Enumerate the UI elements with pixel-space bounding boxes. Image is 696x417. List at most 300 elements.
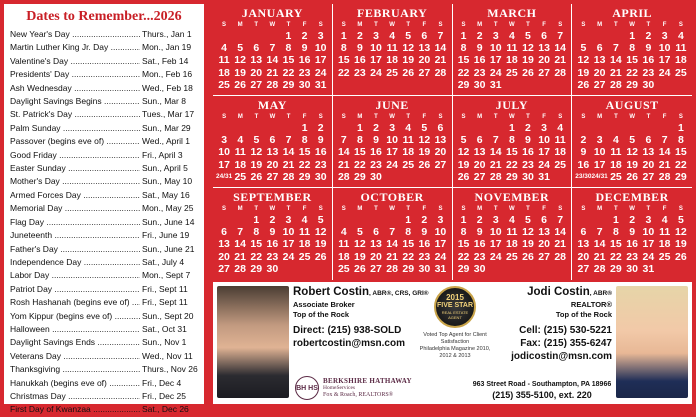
weekday-letter: F <box>422 22 427 28</box>
calendar-day: 16 <box>577 158 590 171</box>
calendar-day: 5 <box>677 214 684 226</box>
calendar-day: 15 <box>457 54 470 67</box>
holiday-list-panel <box>4 4 204 415</box>
holiday-row <box>10 229 198 242</box>
calendar-day: 12 <box>250 146 263 159</box>
calendar-day: 20 <box>418 54 431 67</box>
calendar-day: 22 <box>354 158 366 171</box>
holiday-date: Fri., Dec 25 <box>142 390 186 401</box>
weekday-letter: W <box>389 22 395 28</box>
calendar-day: 16 <box>522 146 534 159</box>
holiday-name: St. Patrick's Day ..... <box>10 108 140 121</box>
calendar-day: 22 <box>610 250 622 263</box>
calendar-day: 28 <box>337 170 350 183</box>
calendar-day <box>248 30 264 42</box>
holiday-name: Yom Kippur (begins eve of) ..... <box>10 310 140 323</box>
holiday-name: Memorial Day ..... <box>10 202 140 215</box>
weekday-letter: M <box>237 22 243 28</box>
calendar-day: 24 <box>489 66 502 79</box>
calendar-day: 11 <box>675 42 687 55</box>
calendar-day: 17 <box>538 146 550 159</box>
calendar-day: 14 <box>282 146 295 159</box>
calendar-day: 21 <box>658 158 671 171</box>
calendar-day: 11 <box>554 134 566 147</box>
calendar-day: 19 <box>234 66 246 79</box>
calendar-day <box>232 30 248 42</box>
month-days-grid <box>456 205 569 275</box>
calendar-day: 23 <box>473 66 486 79</box>
calendar-day: 23 <box>370 158 382 171</box>
calendar-day: 19 <box>522 238 534 251</box>
calendar-day: 5 <box>460 134 467 147</box>
calendar-day: 1 <box>340 30 347 42</box>
calendar-day: 10 <box>218 146 230 159</box>
calendar-day <box>624 122 640 134</box>
holiday-name: Armed Forces Day ..... <box>10 189 140 202</box>
month-june <box>333 96 453 188</box>
calendar-day: 30 <box>266 262 279 275</box>
calendar-day: 5 <box>356 226 363 239</box>
calendar-day: 11 <box>218 54 230 67</box>
calendar-day: 29 <box>626 78 638 91</box>
calendar-day: 19 <box>314 238 327 251</box>
calendar-day: 18 <box>658 238 671 251</box>
calendar-day: 17 <box>593 158 606 171</box>
calendar-day: 13 <box>538 226 550 239</box>
agent-cell-phone: Cell: (215) 530-5221 <box>519 325 612 336</box>
month-december <box>572 188 692 280</box>
calendar-day: 28 <box>554 66 567 79</box>
calendar-day: 25 <box>506 250 518 263</box>
weekday-letter: T <box>406 114 411 120</box>
calendar-day: 6 <box>541 214 547 226</box>
calendar-day: 6 <box>541 30 547 42</box>
holiday-date: Fri., Dec 4 <box>142 377 182 388</box>
calendar-day: 25 <box>298 250 311 263</box>
weekday-letter: F <box>542 206 546 212</box>
calendar-day: 6 <box>645 134 652 147</box>
calendar-day: 5 <box>421 122 428 134</box>
weekday-letter: S <box>558 22 563 28</box>
calendar-day: 29 <box>675 170 687 183</box>
badge-subtext: REAL ESTATE AGENT <box>441 310 469 320</box>
calendar-day: 25 <box>506 66 518 79</box>
calendar-day: 15 <box>337 54 350 67</box>
calendar-day: 28 <box>593 262 606 275</box>
calendar-day: 1 <box>285 30 292 42</box>
calendar-day: 7 <box>596 226 603 239</box>
calendar-day: 14 <box>610 54 622 67</box>
calendar-day <box>608 30 624 42</box>
calendar-day: 28 <box>658 170 671 183</box>
calendar-day: 12 <box>675 226 687 239</box>
holiday-date: Wed., Nov 11 <box>142 350 193 361</box>
calendar-day: 14 <box>434 42 447 55</box>
weekday-letter: S <box>438 22 443 28</box>
calendar-day: 10 <box>593 146 606 159</box>
weekday-letter: S <box>678 206 683 212</box>
weekday-letter: T <box>614 206 618 212</box>
holiday-name: Hanukkah (begins eve of) ..... <box>10 377 140 390</box>
calendar-day: 15 <box>610 238 622 251</box>
calendar-day: 1 <box>356 122 363 134</box>
month-march <box>453 4 573 96</box>
calendar-day: 26 <box>354 262 366 275</box>
holiday-name: Halloween ..... <box>10 323 140 336</box>
badge-caption: Voted Top Agent for Client Satisfaction Philadelphia Magazine 2010, 2012 & 2013 <box>419 332 491 359</box>
calendar-day: 12 <box>234 54 246 67</box>
calendar-day: 17 <box>386 146 398 159</box>
weekday-letter: M <box>237 206 243 212</box>
holiday-date: Sat., Feb 14 <box>142 55 189 66</box>
calendar-day: 29 <box>610 262 622 275</box>
calendar-day: 25 <box>234 170 247 183</box>
calendar-day <box>592 214 608 226</box>
calendar-day: 30 <box>418 262 431 275</box>
calendar-day: 4 <box>301 214 308 226</box>
month-april <box>572 4 692 96</box>
calendar-day: 9 <box>476 226 483 239</box>
calendar-day: 8 <box>508 134 515 147</box>
holiday-row <box>10 162 198 175</box>
calendar-day: 25 <box>658 250 671 263</box>
calendar-day: 12 <box>577 54 590 67</box>
calendar-day: 7 <box>557 30 564 42</box>
holiday-date: Thurs., Nov 26 <box>142 364 198 375</box>
holiday-row <box>10 122 198 135</box>
weekday-letter: S <box>678 22 683 28</box>
calendar-day: 26 <box>626 170 638 183</box>
holiday-row <box>10 55 198 68</box>
calendar-day: 26 <box>577 78 590 91</box>
calendar-day: 8 <box>356 134 363 147</box>
calendar-day: 13 <box>418 42 431 55</box>
calendar-day: 6 <box>253 42 260 55</box>
weekday-letter: W <box>509 22 515 28</box>
holiday-row <box>10 350 198 363</box>
calendar-day: 13 <box>218 238 230 251</box>
holiday-row <box>10 336 198 349</box>
calendar-day: 5 <box>317 214 324 226</box>
calendar-day: 3 <box>389 122 396 134</box>
calendar-day: 13 <box>250 54 263 67</box>
calendar-day: 16 <box>473 238 486 251</box>
five-star-badge <box>434 286 476 328</box>
calendar-day: 23 <box>354 66 366 79</box>
month-days-grid <box>336 113 449 183</box>
calendar-day <box>575 30 591 42</box>
calendar-day <box>352 214 368 226</box>
calendar-day: 17 <box>434 238 447 251</box>
calendar-day: 30 <box>473 262 486 275</box>
calendar-day: 3 <box>645 214 652 226</box>
calendar-day: 15 <box>506 146 518 159</box>
weekday-letter: F <box>422 206 427 212</box>
calendar-day: 28 <box>489 170 502 183</box>
brokerage-logo-block <box>295 376 445 400</box>
calendar-day <box>216 30 232 42</box>
calendar-day: 26 <box>250 170 263 183</box>
holiday-row <box>10 243 198 256</box>
agent-credentials-jodi: , ABR® <box>589 290 612 297</box>
calendar-day: 16 <box>370 146 382 159</box>
calendar-day: 26 <box>457 170 470 183</box>
calendar-day: 16 <box>642 54 655 67</box>
calendar-day: 7 <box>389 226 396 239</box>
calendar-day: 14 <box>489 146 502 159</box>
calendar-day: 21 <box>610 66 622 79</box>
holiday-name: Passover (begins eve of) ..... <box>10 135 140 148</box>
calendar-day: 10 <box>282 226 295 239</box>
holiday-name: Good Friday ..... <box>10 149 140 162</box>
holiday-name: Juneteenth ..... <box>10 229 140 242</box>
holiday-name: Labor Day ..... <box>10 269 140 282</box>
calendar-day: 17 <box>642 238 655 251</box>
calendar-day: 22 <box>457 66 470 79</box>
calendar-day: 25 <box>402 158 415 171</box>
calendar-day: 18 <box>298 238 311 251</box>
weekday-letter: T <box>493 114 498 120</box>
calendar-day: 19 <box>675 238 687 251</box>
calendar-day: 13 <box>266 146 279 159</box>
calendar-day: 30 <box>314 170 327 183</box>
calendar-day: 17 <box>218 158 230 171</box>
calendar-day: 20 <box>266 158 279 171</box>
calendar-day: 5 <box>237 42 244 55</box>
calendar-day: 14 <box>266 54 279 67</box>
calendar-day: 1 <box>405 214 412 226</box>
weekday-letter: T <box>493 206 498 212</box>
weekday-letter: F <box>422 114 427 120</box>
weekday-letter: W <box>629 22 635 28</box>
calendar-day: 3 <box>285 214 292 226</box>
calendar-day: 27 <box>370 262 382 275</box>
calendar-day: 6 <box>596 42 603 55</box>
calendar-day: 2 <box>317 122 324 134</box>
calendar-day: 3 <box>221 134 228 147</box>
weekday-letter: M <box>477 22 483 28</box>
calendar-day: 24 <box>386 158 398 171</box>
weekday-letter: T <box>254 206 259 212</box>
weekday-letter: S <box>581 22 586 28</box>
calendar-day: 29 <box>457 78 470 91</box>
calendar-day: 22 <box>402 250 415 263</box>
calendar-day <box>488 122 504 134</box>
calendar-day: 13 <box>577 238 590 251</box>
weekday-letter: M <box>237 114 243 120</box>
calendar-day: 14 <box>554 42 567 55</box>
calendar-day: 5 <box>580 42 587 55</box>
calendar-day: 11 <box>659 226 671 239</box>
calendar-day: 30 <box>298 78 311 91</box>
holiday-name: Daylight Savings Begins ..... <box>10 95 140 108</box>
holiday-row <box>10 256 198 269</box>
holiday-date: Sat., May 16 <box>142 189 190 200</box>
calendar-day: 18 <box>337 250 350 263</box>
holiday-date: Fri., April 3 <box>142 149 183 160</box>
weekday-letter: T <box>406 22 411 28</box>
holiday-row <box>10 390 198 403</box>
holiday-name: Christmas Day ..... <box>10 390 140 403</box>
calendar-day: 14 <box>386 238 398 251</box>
calendar-day: 4 <box>508 214 515 226</box>
calendar-day: 28 <box>266 78 279 91</box>
calendar-day: 20 <box>434 146 447 159</box>
month-august <box>572 96 692 188</box>
month-name: APRIL <box>612 6 653 20</box>
weekday-letter: T <box>286 206 291 212</box>
calendar-day: 22 <box>506 158 518 171</box>
weekday-letter: S <box>558 114 563 120</box>
calendar-day: 16 <box>314 146 327 159</box>
agent-direct-phone: Direct: (215) 938-SOLD <box>293 325 402 336</box>
calendar-day: 19 <box>626 158 638 171</box>
calendar-day: 26 <box>522 250 534 263</box>
weekday-letter: F <box>662 206 667 212</box>
calendar-day: 13 <box>370 238 382 251</box>
calendar-day: 14 <box>234 238 246 251</box>
holiday-list-title: Dates to Remember...2026 <box>26 9 182 24</box>
calendar-day: 31 <box>489 78 502 91</box>
calendar-day <box>264 30 280 42</box>
calendar-day: 13 <box>538 42 550 55</box>
calendar-day: 28 <box>386 262 398 275</box>
calendar-day: 9 <box>580 146 587 159</box>
calendar-day: 12 <box>418 134 431 147</box>
weekday-letter: T <box>646 22 651 28</box>
calendar-day: 27 <box>218 262 230 275</box>
agent-name-robert: Robert Costin, ABR®, CRS, GRI® <box>293 286 429 298</box>
calendar-day: 4 <box>613 134 619 147</box>
holiday-date: Mon., Sept 7 <box>142 270 191 281</box>
weekday-letter: S <box>678 114 683 120</box>
holiday-rows <box>10 28 198 417</box>
weekday-letter: M <box>357 114 363 120</box>
calendar-day: 12 <box>457 146 470 159</box>
calendar-day: 19 <box>522 54 534 67</box>
calendar-day: 1 <box>460 30 467 42</box>
holiday-name: Independence Day ..... <box>10 256 140 269</box>
month-days-grid <box>216 21 329 91</box>
calendar-day: 17 <box>489 54 502 67</box>
holiday-date: Sun., Sept 20 <box>142 310 194 321</box>
calendar-day: 24 <box>370 66 382 79</box>
weekday-letter: T <box>646 206 651 212</box>
calendar-day: 10 <box>658 42 671 55</box>
calendar-day: 15 <box>675 146 687 159</box>
holiday-date: Sun., Nov 1 <box>142 337 187 348</box>
calendar-day: 22 <box>250 250 263 263</box>
calendar-day: 31 <box>642 262 655 275</box>
month-days-grid <box>575 205 689 275</box>
calendar-day: 17 <box>489 238 502 251</box>
weekday-letter: F <box>662 114 667 120</box>
calendar-day: 20 <box>538 54 550 67</box>
calendar-day <box>336 122 352 134</box>
calendar-day: 15 <box>402 238 415 251</box>
calendar-day: 24 <box>314 66 327 79</box>
holiday-name: Thanksgiving ..... <box>10 363 140 376</box>
month-days-grid <box>575 113 689 183</box>
calendar-day: 1 <box>677 122 684 134</box>
calendar-day: 24 <box>658 66 671 79</box>
calendar-day: 26 <box>234 78 246 91</box>
month-days-grid <box>336 21 449 79</box>
calendar-day: 17 <box>370 54 382 67</box>
calendar-day: 21 <box>234 250 246 263</box>
calendar-day: 4 <box>661 214 668 226</box>
agent-info-jodi <box>472 286 612 363</box>
month-days-grid <box>216 205 329 275</box>
calendar-day: 21 <box>554 54 567 67</box>
calendar-day: 11 <box>610 146 622 159</box>
calendar-day: 30 <box>522 170 534 183</box>
calendar-day: 7 <box>269 42 276 55</box>
weekday-letter: M <box>357 206 363 212</box>
calendar-day <box>232 214 248 226</box>
weekday-letter: S <box>581 114 586 120</box>
calendar-day: 20 <box>538 238 550 251</box>
agent-fax: Fax: (215) 355-6247 <box>520 338 612 349</box>
holiday-date: Wed., April 1 <box>142 136 191 147</box>
holiday-date: Mon., Jan 19 <box>142 42 192 53</box>
holiday-date: Thurs., Jan 1 <box>142 29 192 39</box>
holiday-date: Fri., Sept 11 <box>142 283 188 294</box>
calendar-day: 15 <box>626 54 638 67</box>
month-october <box>333 188 453 280</box>
calendar-day: 21 <box>337 158 350 171</box>
calendar-day: 21 <box>554 238 567 251</box>
calendar-day: 18 <box>402 146 415 159</box>
calendar-day: 9 <box>645 42 652 55</box>
calendar-day: 8 <box>340 42 347 55</box>
office-phone: (215) 355-5100, ext. 220 <box>492 390 592 400</box>
weekday-letter: S <box>341 114 346 120</box>
calendar-day <box>608 122 624 134</box>
calendar-day: 10 <box>386 134 398 147</box>
weekday-letter: F <box>302 22 307 28</box>
weekday-letter: T <box>614 114 618 120</box>
month-name: FEBRUARY <box>357 6 428 20</box>
calendar-day <box>384 214 400 226</box>
calendar-day: 23 <box>626 250 638 263</box>
weekday-letter: S <box>318 22 323 28</box>
weekday-letter: W <box>269 114 276 120</box>
calendar-day: 3 <box>437 214 444 226</box>
calendar-day: 26 <box>418 158 431 171</box>
calendar-day: 27 <box>250 78 263 91</box>
calendar-day: 10 <box>314 42 327 55</box>
calendar-day: 30 <box>626 262 638 275</box>
calendar-day: 22 <box>675 158 687 171</box>
calendar-day: 12 <box>402 42 415 55</box>
calendar-day: 29 <box>457 262 470 275</box>
calendar-day: 23 <box>522 158 534 171</box>
weekday-letter: F <box>542 22 546 28</box>
brokerage-name: BERKSHIRE HATHAWAY HomeServices Fox & Roach, REALTORS® <box>323 376 412 398</box>
calendar-day: 29 <box>506 170 518 183</box>
calendar-day: 28 <box>554 250 567 263</box>
calendar-day <box>216 214 232 226</box>
calendar-day: 26 <box>402 66 415 79</box>
calendar-day: 21 <box>434 54 447 67</box>
calendar-day: 26 <box>675 250 687 263</box>
weekday-letter: S <box>222 22 227 28</box>
weekday-letter: T <box>526 22 530 28</box>
calendar-day: 6 <box>476 134 483 147</box>
calendar-day: 4 <box>237 134 244 147</box>
calendar-day: 8 <box>460 226 467 239</box>
